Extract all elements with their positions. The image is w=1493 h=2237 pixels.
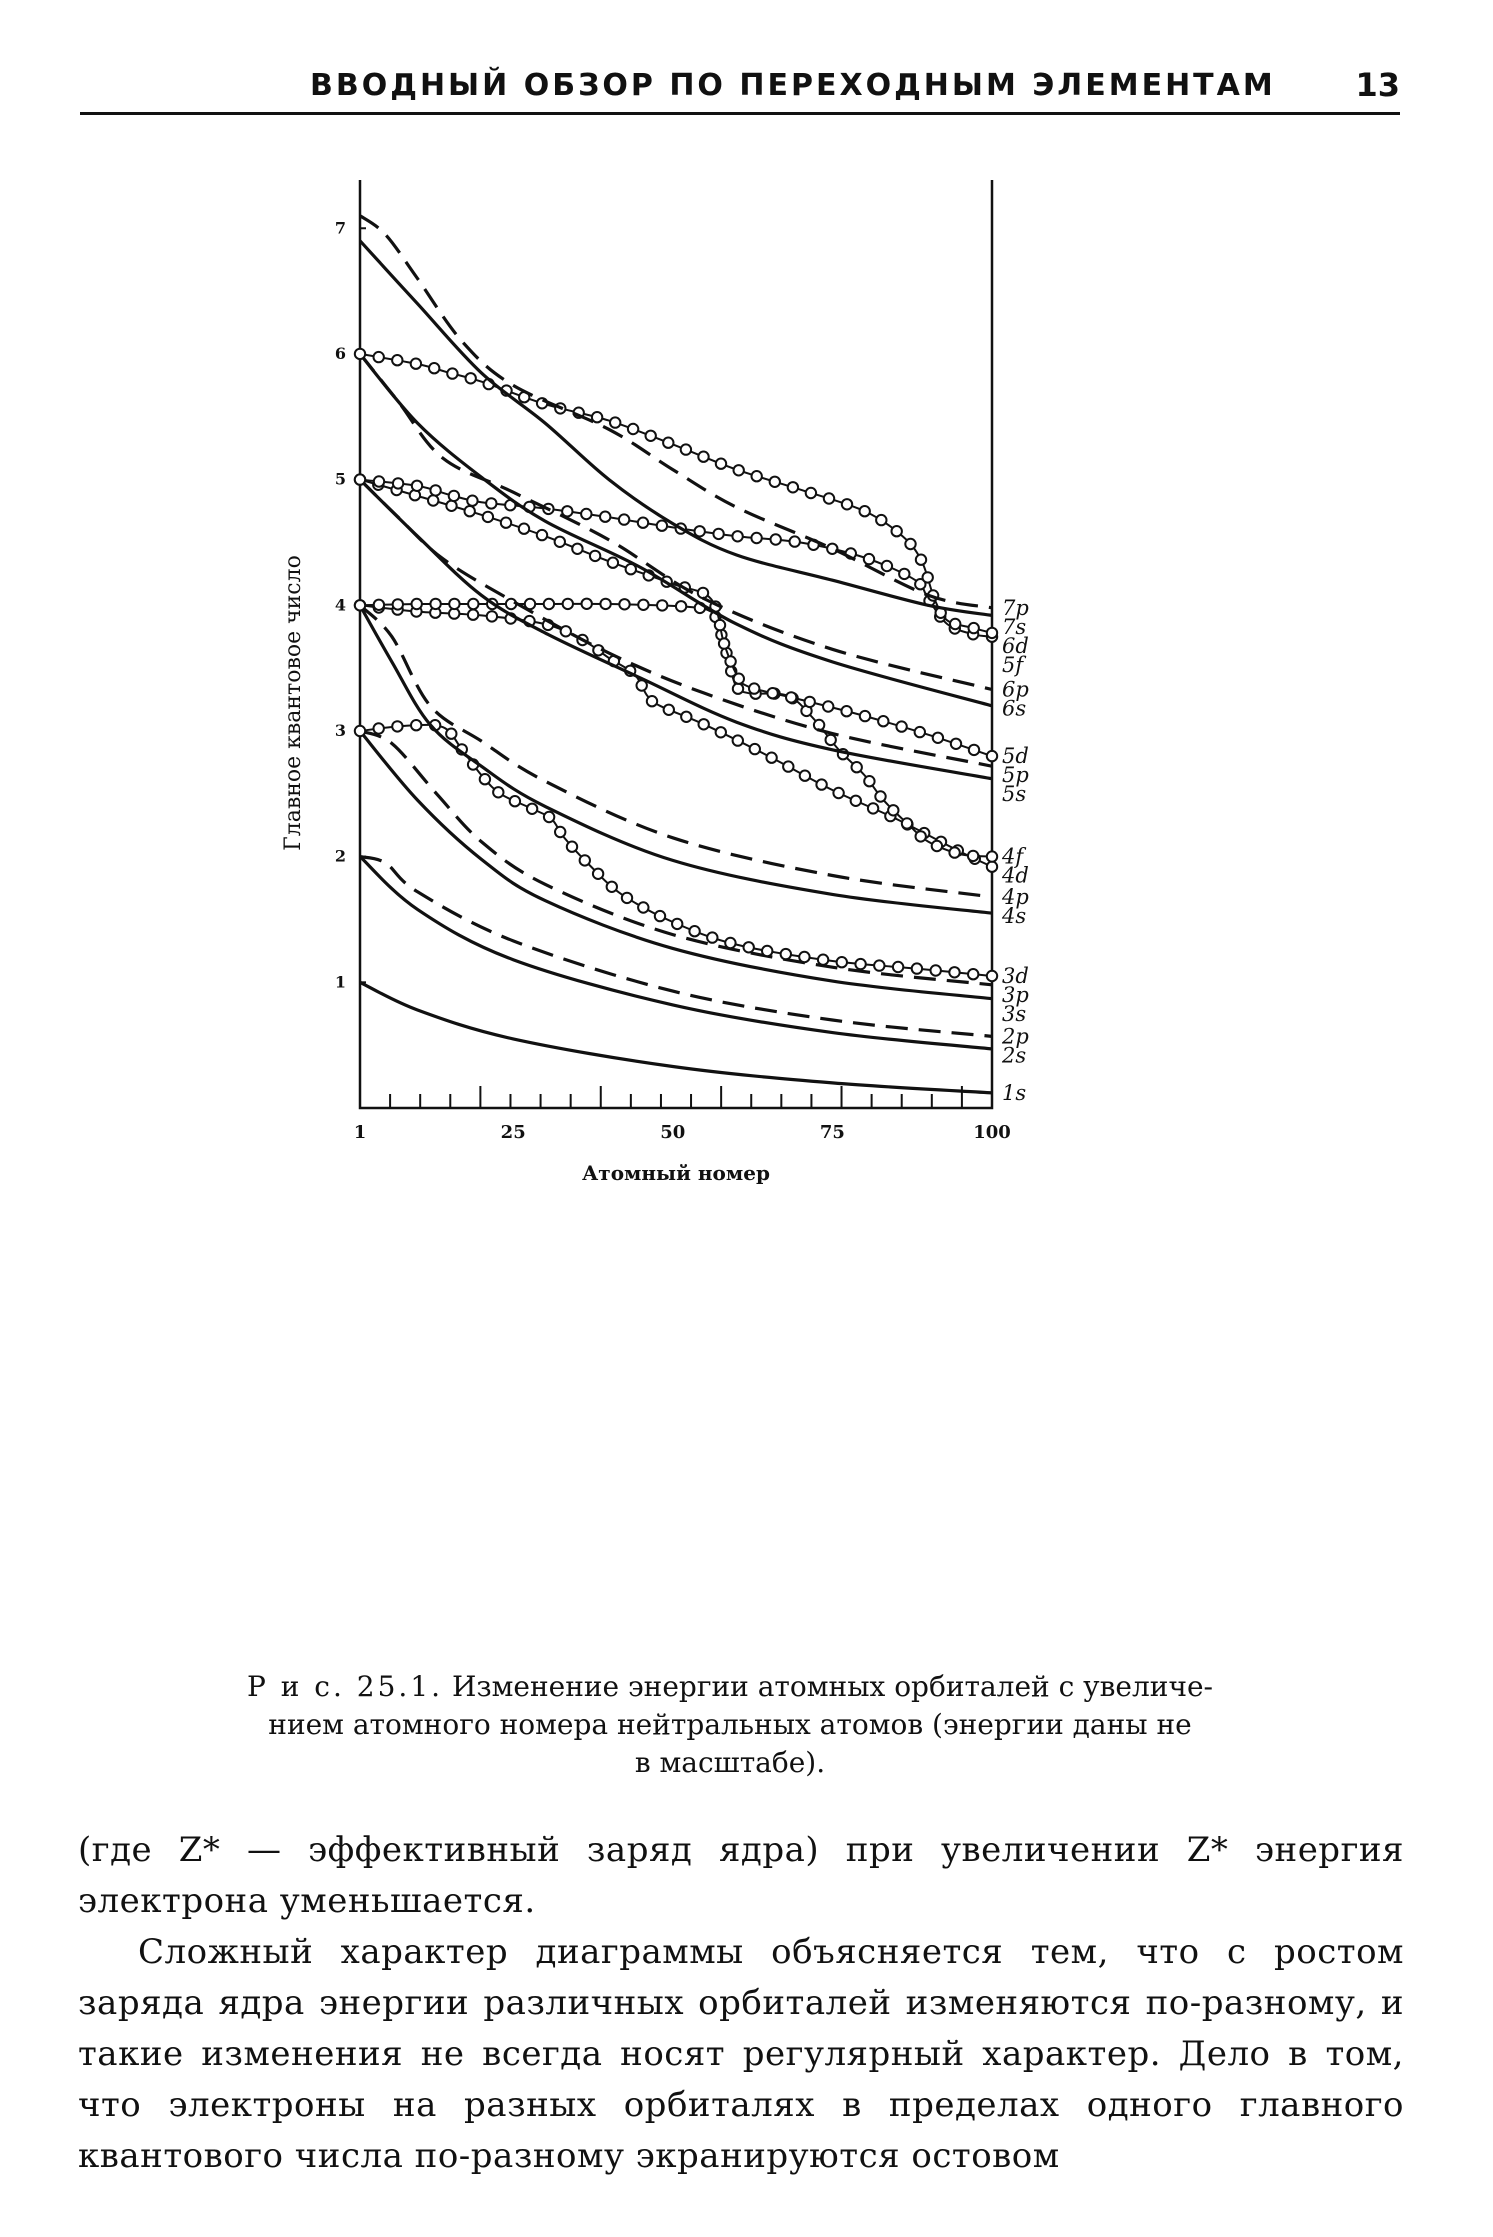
series-marker-5d xyxy=(501,518,511,528)
series-marker-4d xyxy=(800,771,810,781)
series-marker-4f xyxy=(638,600,648,610)
series-marker-4d xyxy=(851,796,861,806)
series-marker-6d xyxy=(892,526,902,536)
series-marker-5f xyxy=(412,481,422,491)
series-marker-6d xyxy=(734,465,744,475)
series-marker-5f xyxy=(638,518,648,528)
orbital-label-5d: 5d xyxy=(1002,744,1029,769)
series-line-3p xyxy=(360,731,992,985)
figure-caption xyxy=(200,1668,1260,1782)
series-marker-5f xyxy=(449,491,459,501)
series-marker-6d xyxy=(987,628,997,638)
series-marker-6d xyxy=(466,373,476,383)
series-marker-5f xyxy=(374,476,384,486)
series-marker-5d xyxy=(896,721,906,731)
orbital-label-7p: 7p xyxy=(1002,595,1029,620)
series-marker-6d xyxy=(681,444,691,454)
series-marker-5f xyxy=(713,529,723,539)
series-marker-5d xyxy=(519,524,529,534)
series-marker-5d xyxy=(446,501,456,511)
series-marker-6d xyxy=(969,623,979,633)
orbital-label-6d: 6d xyxy=(1002,633,1029,658)
orbital-label-3p: 3p xyxy=(1002,983,1029,1008)
series-marker-5d xyxy=(878,716,888,726)
series-marker-4f xyxy=(932,841,942,851)
series-marker-3d xyxy=(580,855,590,865)
series-marker-5d xyxy=(725,656,735,666)
series-marker-4f xyxy=(826,735,836,745)
series-marker-3d xyxy=(931,965,941,975)
orbital-label-7s: 7s xyxy=(1002,614,1027,639)
series-marker-3d xyxy=(799,952,809,962)
series-line-2p xyxy=(360,857,992,1037)
orbital-label-3s: 3s xyxy=(1002,1002,1027,1027)
series-marker-6d xyxy=(355,349,365,359)
series-marker-3d xyxy=(544,812,554,822)
series-marker-3d xyxy=(593,869,603,879)
y-tick-label: 1 xyxy=(334,972,346,992)
series-marker-4d xyxy=(750,744,760,754)
caption-line-2: нием атомного номера нейтральных атомов (энергии даны не xyxy=(268,1708,1192,1741)
y-tick-label: 3 xyxy=(334,720,346,740)
y-tick-label: 7 xyxy=(334,218,346,238)
orbital-label-6p: 6p xyxy=(1002,677,1029,702)
series-marker-5d xyxy=(734,674,744,684)
series-line-3s xyxy=(360,731,992,999)
series-marker-5d xyxy=(428,495,438,505)
series-marker-5d xyxy=(537,530,547,540)
series-marker-4f xyxy=(949,847,959,857)
series-marker-5f xyxy=(486,498,496,508)
caption-line-3: в масштабе). xyxy=(634,1746,826,1779)
header-title: ВВОДНЫЙ ОБЗОР ПО ПЕРЕХОДНЫМ ЭЛЕМЕНТАМ xyxy=(310,68,1276,103)
series-marker-4f xyxy=(852,762,862,772)
series-marker-5d xyxy=(933,733,943,743)
series-marker-5f xyxy=(732,531,742,541)
series-marker-5f xyxy=(619,514,629,524)
series-marker-4d xyxy=(681,712,691,722)
body-text xyxy=(78,1825,1404,2182)
series-line-7p xyxy=(360,216,992,608)
series-marker-4f xyxy=(733,684,743,694)
y-tick-label: 5 xyxy=(334,469,346,489)
series-marker-5d xyxy=(767,688,777,698)
series-marker-4f xyxy=(393,599,403,609)
series-marker-4d xyxy=(487,611,497,621)
series-marker-3d xyxy=(374,723,384,733)
series-marker-5d xyxy=(951,739,961,749)
orbital-label-2p: 2p xyxy=(1002,1024,1029,1049)
series-marker-5f xyxy=(430,485,440,495)
running-header xyxy=(80,64,1400,114)
series-marker-5f xyxy=(864,554,874,564)
series-marker-6d xyxy=(392,355,402,365)
series-marker-5d xyxy=(555,537,565,547)
caption-label: Р и с. 25.1. xyxy=(247,1670,444,1703)
series-marker-6d xyxy=(788,482,798,492)
figure xyxy=(200,180,1260,1640)
series-marker-3d xyxy=(968,969,978,979)
series-marker-4f xyxy=(968,851,978,861)
series-marker-5f xyxy=(882,561,892,571)
series-marker-5d xyxy=(786,692,796,702)
series-marker-4f xyxy=(875,791,885,801)
series-marker-3d xyxy=(837,957,847,967)
y-tick-label: 4 xyxy=(334,595,346,615)
series-marker-3d xyxy=(446,729,456,739)
series-marker-4d xyxy=(766,753,776,763)
series-marker-6d xyxy=(411,359,421,369)
series-marker-5d xyxy=(608,558,618,568)
series-marker-6d xyxy=(610,417,620,427)
series-marker-4d xyxy=(664,705,674,715)
series-marker-4f xyxy=(987,851,997,861)
series-marker-6d xyxy=(923,572,933,582)
series-marker-3d xyxy=(567,842,577,852)
series-marker-5d xyxy=(590,551,600,561)
series-marker-5d xyxy=(572,544,582,554)
series-marker-3d xyxy=(607,882,617,892)
series-marker-5d xyxy=(823,701,833,711)
series-marker-3d xyxy=(893,962,903,972)
y-tick-label: 6 xyxy=(334,343,346,363)
series-marker-4f xyxy=(430,599,440,609)
orbital-label-4s: 4s xyxy=(1002,903,1027,928)
series-marker-3d xyxy=(912,963,922,973)
orbital-label-1s: 1s xyxy=(1002,1080,1027,1105)
series-marker-3d xyxy=(707,932,717,942)
series-marker-4d xyxy=(647,696,657,706)
series-marker-3d xyxy=(493,787,503,797)
series-marker-3d xyxy=(987,971,997,981)
series-line-4p xyxy=(360,605,992,897)
series-marker-4f xyxy=(468,599,478,609)
series-marker-6d xyxy=(842,499,852,509)
orbital-label-4p: 4p xyxy=(1002,884,1029,909)
series-marker-3d xyxy=(762,946,772,956)
series-marker-6d xyxy=(916,555,926,565)
series-marker-4f xyxy=(619,599,629,609)
series-marker-5d xyxy=(698,588,708,598)
series-marker-6d xyxy=(429,363,439,373)
series-marker-4d xyxy=(816,779,826,789)
series-marker-3d xyxy=(411,720,421,730)
series-marker-3d xyxy=(781,949,791,959)
y-tick-label: 2 xyxy=(334,846,346,866)
series-marker-3d xyxy=(638,902,648,912)
series-marker-3d xyxy=(874,960,884,970)
series-marker-5d xyxy=(483,512,493,522)
series-marker-3d xyxy=(689,926,699,936)
series-marker-4f xyxy=(449,599,459,609)
series-marker-4d xyxy=(987,862,997,872)
series-marker-5f xyxy=(657,521,667,531)
orbital-label-5p: 5p xyxy=(1002,763,1029,788)
series-marker-6d xyxy=(447,368,457,378)
series-marker-4f xyxy=(544,599,554,609)
caption-text-1: Изменение энергии атомных орбиталей с увеличе- xyxy=(451,1670,1213,1703)
series-marker-4d xyxy=(716,727,726,737)
orbital-label-5s: 5s xyxy=(1002,782,1027,807)
series-marker-5d xyxy=(915,727,925,737)
series-marker-4f xyxy=(888,805,898,815)
series-marker-6d xyxy=(663,438,673,448)
orbital-label-3d: 3d xyxy=(1002,964,1029,989)
series-marker-6d xyxy=(950,619,960,629)
x-axis-title: Атомный номер xyxy=(582,1161,770,1185)
series-marker-4f xyxy=(600,599,610,609)
x-tick-label: 50 xyxy=(660,1122,686,1143)
series-marker-6d xyxy=(770,477,780,487)
series-line-7s xyxy=(360,241,992,616)
series-marker-5f xyxy=(393,478,403,488)
series-marker-3d xyxy=(622,893,632,903)
x-tick-label: 100 xyxy=(973,1122,1011,1143)
series-marker-5d xyxy=(987,751,997,761)
series-marker-5d xyxy=(719,638,729,648)
series-marker-6d xyxy=(628,424,638,434)
series-marker-3d xyxy=(818,955,828,965)
series-marker-3d xyxy=(744,942,754,952)
series-marker-3d xyxy=(725,938,735,948)
series-marker-6d xyxy=(806,488,816,498)
orbital-label-5f: 5f xyxy=(1002,652,1024,677)
orbital-label-6s: 6s xyxy=(1002,696,1027,721)
series-line-1s xyxy=(360,982,992,1093)
series-marker-4d xyxy=(699,719,709,729)
series-marker-6d xyxy=(824,493,834,503)
series-marker-4f xyxy=(563,599,573,609)
orbital-label-2s: 2s xyxy=(1002,1043,1027,1068)
series-line-4s xyxy=(360,605,992,913)
series-marker-4f xyxy=(374,600,384,610)
series-marker-6d xyxy=(374,352,384,362)
series-marker-4d xyxy=(468,610,478,620)
series-marker-6d xyxy=(646,431,656,441)
series-marker-4f xyxy=(657,600,667,610)
series-marker-5d xyxy=(749,683,759,693)
series-marker-5d xyxy=(969,745,979,755)
series-marker-5f xyxy=(581,509,591,519)
series-marker-5f xyxy=(600,512,610,522)
series-marker-5f xyxy=(751,533,761,543)
series-line-6p xyxy=(360,354,992,690)
series-marker-4f xyxy=(582,599,592,609)
series-marker-6d xyxy=(860,506,870,516)
orbital-label-4d: 4d xyxy=(1002,863,1029,888)
series-marker-5f xyxy=(899,569,909,579)
series-marker-3d xyxy=(949,967,959,977)
series-marker-5d xyxy=(465,506,475,516)
series-marker-5d xyxy=(715,620,725,630)
series-marker-3d xyxy=(555,827,565,837)
series-marker-3d xyxy=(392,721,402,731)
x-tick-label: 1 xyxy=(353,1122,367,1143)
series-marker-3d xyxy=(655,911,665,921)
paragraph: (где Z* — эффективный заряд ядра) при увеличении Z* энергия электрона уменьшается. xyxy=(78,1830,1404,1921)
series-marker-6d xyxy=(905,539,915,549)
series-marker-5f xyxy=(467,496,477,506)
series-marker-4f xyxy=(902,818,912,828)
series-marker-4f xyxy=(412,599,422,609)
series-marker-5f xyxy=(695,526,705,536)
series-marker-5f xyxy=(790,536,800,546)
series-marker-6d xyxy=(698,452,708,462)
series-marker-3d xyxy=(510,796,520,806)
orbital-energy-chart xyxy=(200,180,1260,1640)
series-marker-4d xyxy=(833,788,843,798)
y-axis-title: Главное квантовое число xyxy=(281,555,306,851)
series-marker-6d xyxy=(752,471,762,481)
header-rule xyxy=(80,112,1400,115)
series-marker-5d xyxy=(841,706,851,716)
series-marker-4f xyxy=(916,831,926,841)
series-marker-4f xyxy=(355,600,365,610)
series-marker-5f xyxy=(771,534,781,544)
orbital-label-4f: 4f xyxy=(1002,844,1024,869)
series-marker-4f xyxy=(676,601,686,611)
series-marker-5f xyxy=(355,474,365,484)
series-marker-4d xyxy=(733,735,743,745)
x-tick-label: 25 xyxy=(500,1122,526,1143)
series-marker-3d xyxy=(355,726,365,736)
series-marker-6d xyxy=(876,515,886,525)
series-marker-6d xyxy=(716,459,726,469)
series-marker-4d xyxy=(783,761,793,771)
series-marker-3d xyxy=(527,804,537,814)
series-marker-5d xyxy=(805,697,815,707)
page-number: 13 xyxy=(1355,66,1400,104)
caption-line-1 xyxy=(200,1668,1260,1706)
paragraph: Сложный характер диаграммы объясняется тем, что с ростом заряда ядра энергии различных орбиталей изменяются по-разному, и такие изменения не всегда носят регулярный характер. Дело в том, что электроны на разных орбиталях в пределах одного главного квантового числа по-разному экранируются остовом xyxy=(78,1932,1404,2176)
series-marker-5d xyxy=(860,711,870,721)
series-marker-4f xyxy=(864,776,874,786)
series-marker-3d xyxy=(672,919,682,929)
series-marker-4d xyxy=(868,803,878,813)
series-marker-3d xyxy=(855,959,865,969)
series-marker-5f xyxy=(827,544,837,554)
x-tick-label: 75 xyxy=(819,1122,845,1143)
series-marker-3d xyxy=(480,774,490,784)
